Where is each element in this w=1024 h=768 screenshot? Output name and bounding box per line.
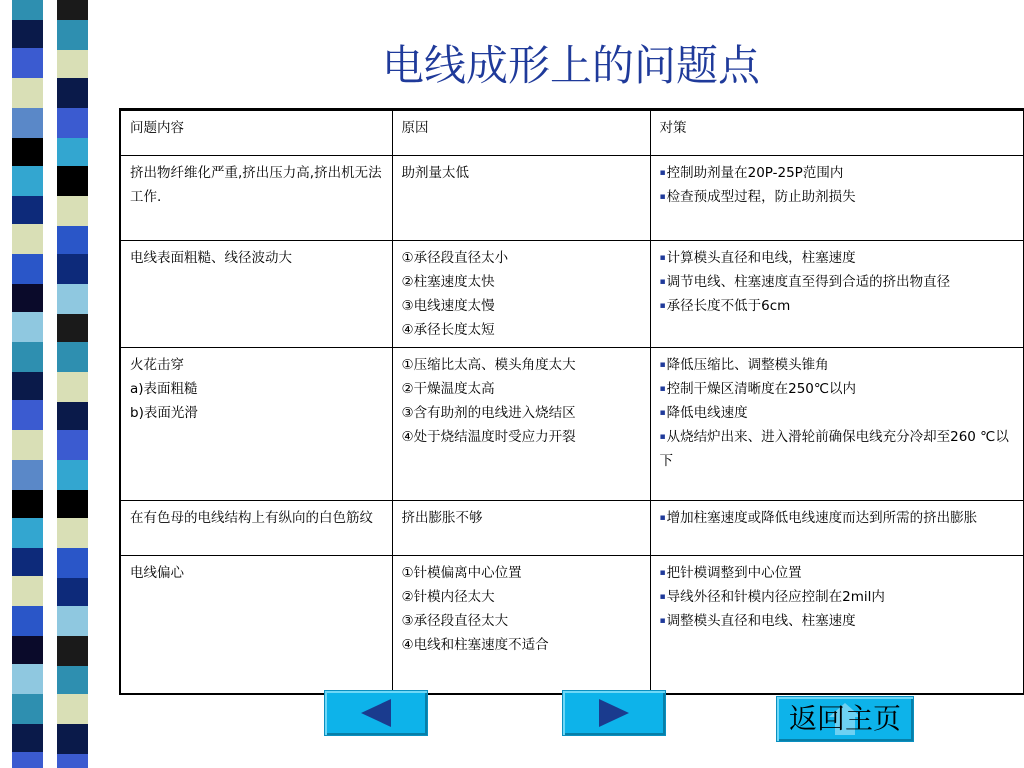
cell-text <box>402 270 642 294</box>
cell-line-text: ①针模偏离中心位置 <box>401 565 522 581</box>
cell-line-text: 电线偏心 <box>130 565 184 581</box>
stripe-segment <box>57 254 88 284</box>
cell-line-text: ④电线和柱塞速度不适合 <box>401 637 549 653</box>
cause-cell <box>392 156 650 241</box>
cell-line-text: 挤出膨胀不够 <box>401 510 483 526</box>
measure-cell <box>650 348 1024 501</box>
measure-item <box>660 353 1016 377</box>
cell-line-text: ②针模内径太大 <box>401 589 495 605</box>
stripe-segment <box>12 490 43 518</box>
stripe-segment <box>57 226 88 254</box>
cell-line-text: 控制助剂量在20P-25P范围内 <box>666 165 844 181</box>
stripe-segment <box>57 0 88 20</box>
cause-cell <box>392 556 650 694</box>
stripe-segment <box>57 724 88 754</box>
bullet-icon: ▪ <box>659 360 666 370</box>
cell-line-text: b)表面光滑 <box>130 405 198 421</box>
cell-text <box>130 401 384 425</box>
home-label: 返回主页 <box>788 702 901 735</box>
cell-line-text: 控制干燥区清晰度在250℃以内 <box>666 381 857 397</box>
bullet-icon: ▪ <box>659 384 666 394</box>
stripe-segment <box>57 548 88 578</box>
cell-text <box>402 425 642 449</box>
stripe-segment <box>12 430 43 460</box>
stripe-segment <box>12 342 43 372</box>
stripe-segment <box>12 78 43 108</box>
measure-item <box>660 270 1016 294</box>
stripe-segment <box>12 518 43 548</box>
stripe-segment <box>12 196 43 224</box>
measure-item <box>660 294 1016 318</box>
table-row <box>120 556 1024 694</box>
stripe-segment <box>12 284 43 312</box>
measure-item <box>660 401 1016 425</box>
cell-text <box>130 161 384 209</box>
bullet-icon: ▪ <box>659 432 666 442</box>
stripe-segment <box>12 548 43 576</box>
stripe-segment <box>57 342 88 372</box>
measure-cell <box>650 241 1024 348</box>
table-row <box>120 156 1024 241</box>
stripe-segment <box>12 254 43 284</box>
stripe-segment <box>12 48 43 78</box>
bullet-icon: ▪ <box>659 513 666 523</box>
cell-text <box>130 506 384 530</box>
cell-text <box>402 506 642 530</box>
stripe-segment <box>57 138 88 166</box>
cell-text <box>130 377 384 401</box>
slide-title: 电线成形上的问题点 <box>381 41 760 90</box>
stripe-segment <box>12 694 43 724</box>
measure-item <box>660 161 1016 185</box>
cell-line-text: 在有色母的电线结构上有纵向的白色筋纹 <box>130 510 373 526</box>
stripe-segment <box>57 372 88 402</box>
cell-line-text: ②干燥温度太高 <box>401 381 495 397</box>
table-header-row <box>120 110 1024 156</box>
cell-text <box>402 401 642 425</box>
table-row <box>120 501 1024 556</box>
cell-line-text: 检查预成型过程，防止助剂损失 <box>666 189 856 205</box>
bullet-icon: ▪ <box>659 568 666 578</box>
stripe-segment <box>12 20 43 48</box>
cell-line-text: 计算模头直径和电线，柱塞速度 <box>666 250 856 266</box>
stripe-segment <box>12 606 43 636</box>
stripe-segment <box>57 20 88 50</box>
cell-text <box>402 609 642 633</box>
cell-text <box>130 246 384 270</box>
cell-line-text: ③电线速度太慢 <box>401 298 495 314</box>
problem-cell <box>120 156 392 241</box>
cell-text <box>402 161 642 185</box>
bullet-icon: ▪ <box>659 408 666 418</box>
stripe-segment <box>57 578 88 606</box>
bullet-icon: ▪ <box>659 192 666 202</box>
left-arrow-icon <box>325 691 427 735</box>
issues-table <box>119 108 1024 695</box>
stripe-segment <box>12 724 43 752</box>
stripe-segment <box>57 666 88 694</box>
measure-item <box>660 425 1016 473</box>
cell-line-text: ③含有助剂的电线进入烧结区 <box>401 405 576 421</box>
cell-text <box>402 353 642 377</box>
home-button[interactable] <box>776 696 914 742</box>
measure-cell <box>650 501 1024 556</box>
stripe-segment <box>57 314 88 342</box>
cell-line-text: 把针模调整到中心位置 <box>666 565 802 581</box>
measure-item <box>660 561 1016 585</box>
stripe-segment <box>12 636 43 664</box>
stripe-segment <box>57 490 88 518</box>
right-arrow-icon <box>563 691 665 735</box>
cell-line-text: 导线外径和针模内径应控制在2mil内 <box>666 589 885 605</box>
stripe-segment <box>57 78 88 108</box>
stripe-segment <box>12 576 43 606</box>
header-problem: 问题内容 <box>120 110 392 156</box>
cause-cell <box>392 241 650 348</box>
stripe-segment <box>57 636 88 666</box>
cause-cell <box>392 348 650 501</box>
table-row <box>120 348 1024 501</box>
header-cause: 原因 <box>392 110 650 156</box>
cell-text <box>402 561 642 585</box>
stripe-segment <box>57 606 88 636</box>
cell-text <box>402 377 642 401</box>
measure-cell <box>650 556 1024 694</box>
previous-button[interactable] <box>324 690 428 736</box>
measure-item <box>660 585 1016 609</box>
cell-line-text: ①压缩比太高、模头角度太大 <box>401 357 576 373</box>
stripe-segment <box>57 284 88 314</box>
cell-text <box>130 353 384 377</box>
stripe-segment <box>12 224 43 254</box>
cell-line-text: ②柱塞速度太快 <box>401 274 495 290</box>
cell-line-text: 助剂量太低 <box>401 165 469 181</box>
stripe-segment <box>57 754 88 768</box>
problem-cell <box>120 556 392 694</box>
stripe-column-b <box>57 0 88 768</box>
stripe-segment <box>12 166 43 196</box>
cell-line-text: 承径长度不低于6cm <box>666 298 791 314</box>
bullet-icon: ▪ <box>659 592 666 602</box>
cell-line-text: a)表面粗糙 <box>130 381 198 397</box>
cell-line-text: 从烧结炉出来、进入滑轮前确保电线充分冷却至260 ℃以下 <box>659 429 1009 469</box>
stripe-segment <box>57 50 88 78</box>
stripe-segment <box>57 196 88 226</box>
bullet-icon: ▪ <box>659 301 666 311</box>
cell-line-text: 电线表面粗糙、线径波动大 <box>130 250 292 266</box>
cell-line-text: 调整模头直径和电线、柱塞速度 <box>666 613 856 629</box>
stripe-segment <box>57 108 88 138</box>
stripe-segment <box>57 166 88 196</box>
stripe-segment <box>12 0 43 20</box>
stripe-segment <box>57 430 88 460</box>
measure-item <box>660 246 1016 270</box>
cell-text <box>402 294 642 318</box>
problem-cell <box>120 501 392 556</box>
stripe-column-a <box>12 0 43 768</box>
cell-text <box>402 246 642 270</box>
stripe-segment <box>57 402 88 430</box>
stripe-segment <box>57 694 88 724</box>
cell-line-text: ③承径段直径太大 <box>401 613 509 629</box>
stripe-segment <box>12 460 43 490</box>
cell-line-text: ①承径段直径太小 <box>401 250 509 266</box>
stripe-segment <box>12 372 43 400</box>
bullet-icon: ▪ <box>659 277 666 287</box>
bullet-icon: ▪ <box>659 616 666 626</box>
cell-text <box>402 585 642 609</box>
measure-item <box>660 506 1016 530</box>
stripe-segment <box>57 460 88 490</box>
problem-cell <box>120 241 392 348</box>
cell-line-text: ④处于烧结温度时受应力开裂 <box>401 429 576 445</box>
cell-line-text: 降低压缩比、调整模头锥角 <box>666 357 829 373</box>
stripe-segment <box>12 400 43 430</box>
cell-text <box>402 318 642 342</box>
cell-line-text: 挤出物纤维化严重,挤出压力高,挤出机无法工作. <box>130 165 382 205</box>
measure-item <box>660 185 1016 209</box>
stripe-segment <box>12 664 43 694</box>
stripe-segment <box>12 312 43 342</box>
table-row <box>120 241 1024 348</box>
stripe-segment <box>12 108 43 138</box>
decorative-side-strip <box>0 0 118 768</box>
cell-line-text: 降低电线速度 <box>666 405 748 421</box>
stripe-segment <box>12 138 43 166</box>
cell-line-text: 增加柱塞速度或降低电线速度而达到所需的挤出膨胀 <box>666 510 978 526</box>
bullet-icon: ▪ <box>659 253 666 263</box>
stripe-segment <box>12 752 43 768</box>
cell-line-text: 调节电线、柱塞速度直至得到合适的挤出物直径 <box>666 274 951 290</box>
problem-cell <box>120 348 392 501</box>
cell-line-text: ④承径长度太短 <box>401 322 495 338</box>
cause-cell <box>392 501 650 556</box>
bullet-icon: ▪ <box>659 168 666 178</box>
measure-cell <box>650 156 1024 241</box>
measure-item <box>660 609 1016 633</box>
next-button[interactable] <box>562 690 666 736</box>
header-measure: 对策 <box>650 110 1024 156</box>
measure-item <box>660 377 1016 401</box>
cell-text <box>130 561 384 585</box>
cell-line-text: 火花击穿 <box>130 357 184 373</box>
stripe-segment <box>57 518 88 548</box>
cell-text <box>402 633 642 657</box>
